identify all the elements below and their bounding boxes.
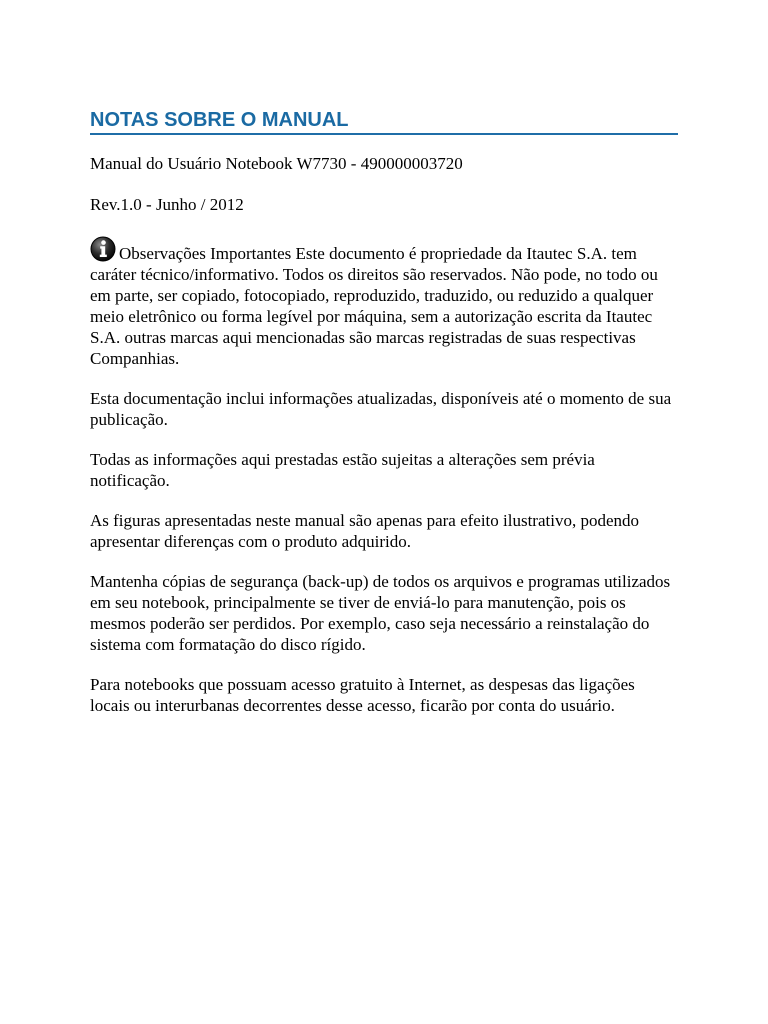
important-notes-text: Observações Importantes Este documento é propriedade da Itautec S.A. tem caráter técnico/informativo. Todos os direitos são reservados. Não pode, no todo ou em parte, ser copiado, fotocopiado, reproduzido, traduzido, ou reduzido a qualquer meio eletrônico ou forma legível por máquina, sem a autorização escrita da Itautec S.A. outras marcas aqui mencionadas são marcas registradas de suas respectivas Companhias. xyxy=(90,244,658,368)
paragraph-internet-costs: Para notebooks que possuam acesso gratuito à Internet, as despesas das ligações locais ou interurbanas decorrentes desse acesso, ficarão por conta do usuário. xyxy=(90,675,635,715)
important-notes-paragraph xyxy=(90,236,678,369)
revision-line: Rev.1.0 - Junho / 2012 xyxy=(90,195,244,214)
paragraph-changes-notice: Todas as informações aqui prestadas estão sujeitas a alterações sem prévia notificação. xyxy=(90,450,595,490)
paragraph-figures: As figuras apresentadas neste manual são apenas para efeito ilustrativo, podendo apresentar diferenças com o produto adquirido. xyxy=(90,511,640,551)
page-title: NOTAS SOBRE O MANUAL xyxy=(90,108,678,135)
document-page xyxy=(90,108,678,716)
paragraph-backup: Mantenha cópias de segurança (back-up) de todos os arquivos e programas utilizados em seu notebook, principalmente se tiver de enviá-lo para manutenção, pois os mesmos poderão ser perdidos. Por exemplo, caso seja necessário a reinstalação do sistema com formatação do disco rígido. xyxy=(90,572,671,654)
manual-identifier: Manual do Usuário Notebook W7730 - 490000003720 xyxy=(90,154,463,173)
paragraph-updates: Esta documentação inclui informações atualizadas, disponíveis até o momento de sua publicação. xyxy=(90,389,672,429)
info-icon xyxy=(90,236,116,262)
